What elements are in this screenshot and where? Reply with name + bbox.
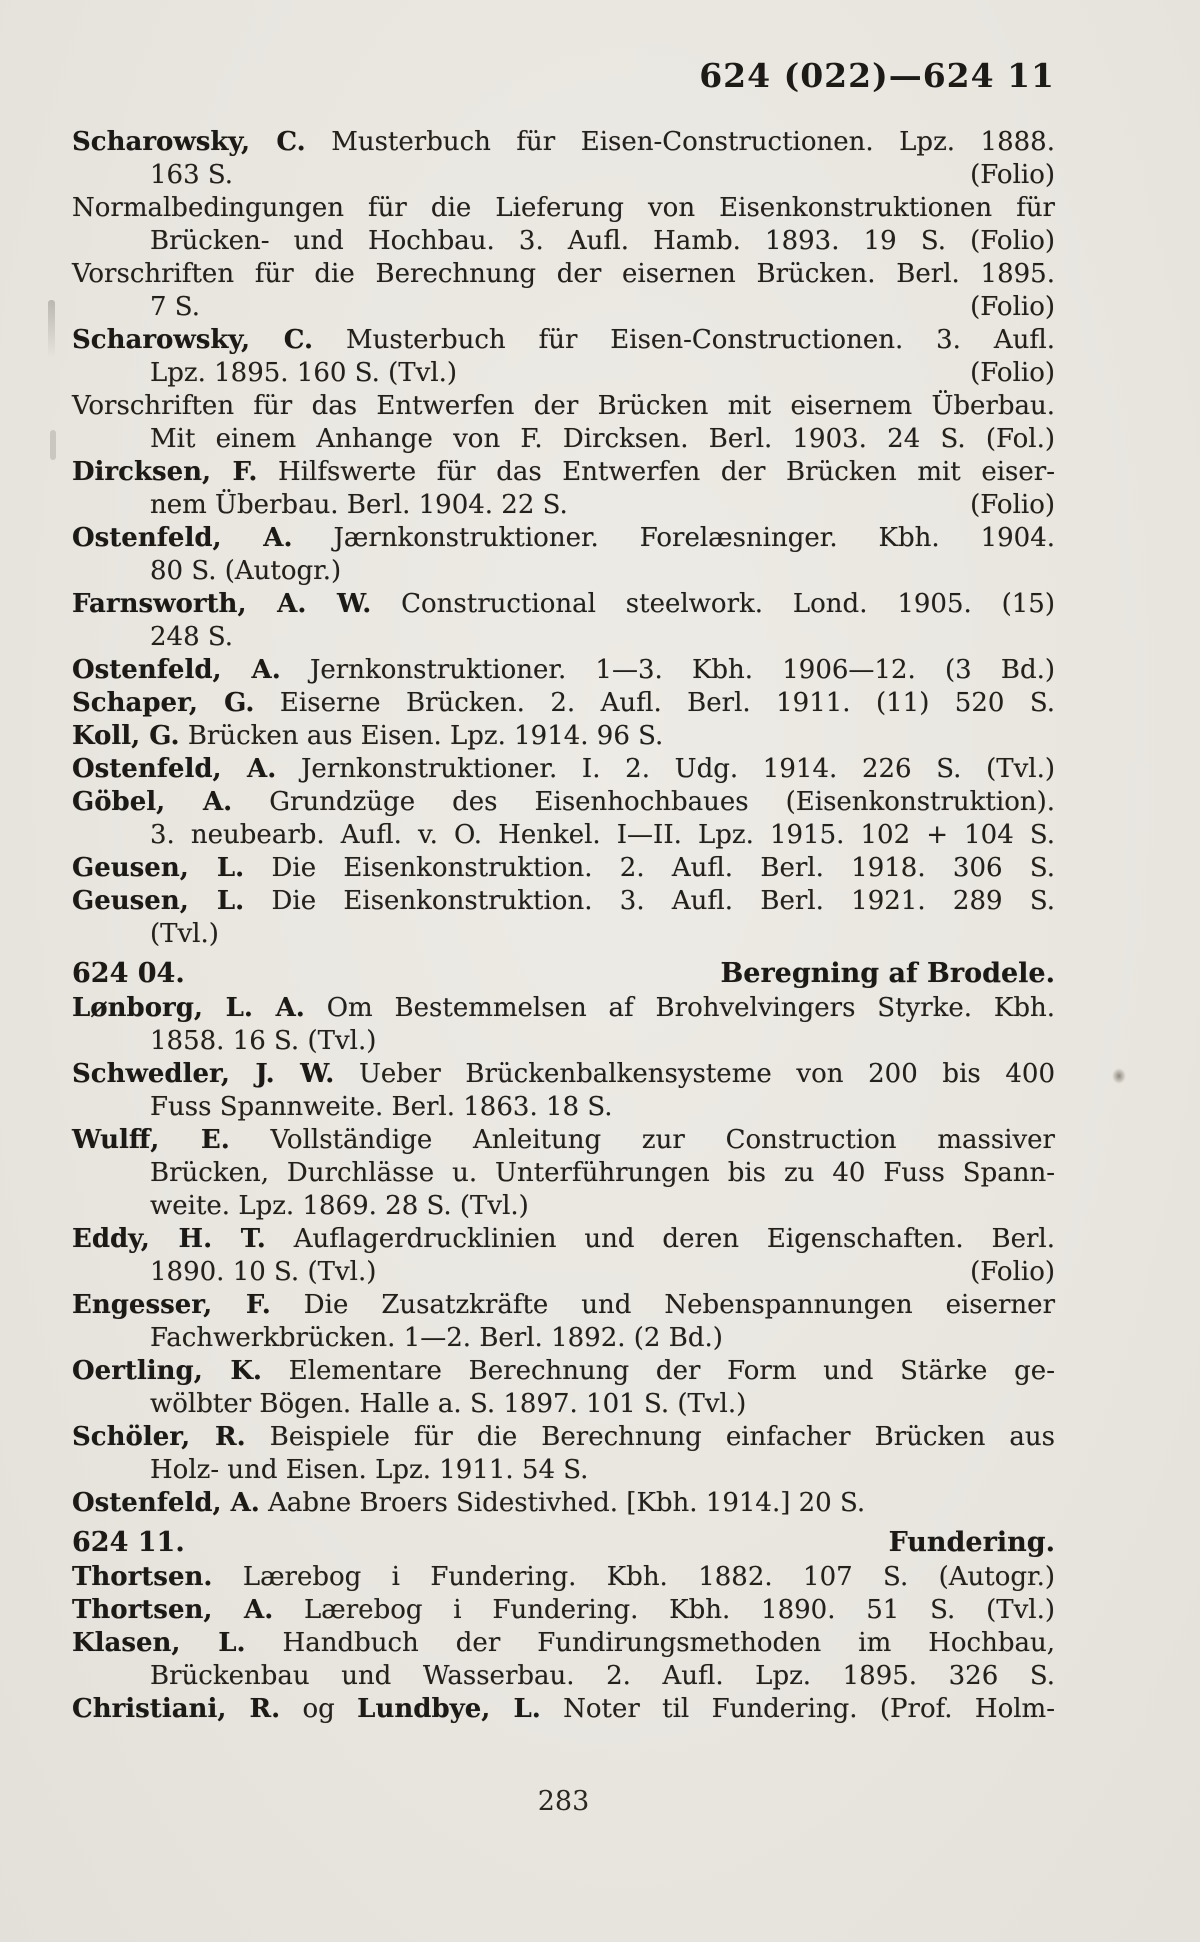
entry-text: 1858. 16 S. (Tvl.) [150,1026,377,1056]
author-name: Geusen, L. [72,853,245,883]
entry-line [72,1627,1055,1660]
author-name: Koll, G. [72,721,180,751]
entry-text: Holz- und Eisen. Lpz. 1911. 54 S. [150,1455,589,1485]
entry-text: Jærnkonstruktioner. Forelæsninger. Kbh. 1904. [292,523,1056,553]
author-name: Ostenfeld, A. [72,1488,260,1518]
entry-text: weite. Lpz. 1869. 28 S. (Tvl.) [150,1191,529,1221]
section-heading [72,957,1055,990]
author-name: Ostenfeld, A. [72,754,277,784]
entry-text: 80 S. (Autogr.) [150,556,342,586]
entry-line [72,720,1055,753]
entry-line [72,588,1055,621]
entry-line [72,291,1055,324]
bibliography-entry [72,753,1055,786]
entry-text: Brücken- und Hochbau. 3. Aufl. Hamb. 1893. 19 S. (Folio) [150,226,1055,256]
entry-line [72,786,1055,819]
author-name: Thortsen, A. [72,1595,274,1625]
entry-text: Die Eisenkonstruktion. 2. Aufl. Berl. 1918. 306 S. [244,853,1055,883]
bibliography-entry [72,1355,1055,1421]
entry-line [72,192,1055,225]
author-name: Wulff, E. [72,1125,230,1155]
entry-text: Handbuch der Fundirungsmethoden im Hochbau, [245,1628,1055,1658]
entry-line [72,390,1055,423]
entry-text: Brücken, Durchlässe u. Unterführungen bis zu 40 Fuss Spann- [150,1158,1055,1188]
entry-line [72,819,1055,852]
author-name: 624 11. [72,1527,185,1558]
bibliography-entry [72,324,1055,390]
entry-text: Beispiele für die Berechnung einfacher Brücken aus [245,1422,1056,1452]
entry-text: og [280,1694,358,1724]
entry-text: Elementare Berechnung der Form und Stärke ge- [261,1356,1055,1386]
bibliography-entry [72,258,1055,324]
bibliography-entry [72,687,1055,720]
entry-text: Lpz. 1895. 160 S. (Tvl.) [150,358,458,388]
entry-text: Noter til Fundering. (Prof. Holm- [540,1694,1055,1724]
entry-line [72,258,1055,291]
entry-line [72,456,1055,489]
entry-line [72,1058,1055,1091]
entry-line [72,1256,1055,1289]
entry-text: 1890. 10 S. (Tvl.) [150,1257,377,1287]
bibliography-entry [72,192,1055,258]
bibliography-entry [72,720,1055,753]
entry-text: 248 S. [150,622,234,652]
author-name: Ostenfeld, A. [72,655,281,685]
entry-line [72,992,1055,1025]
bibliography-entry [72,654,1055,687]
author-name: Schwedler, J. W. [72,1059,335,1089]
entry-text: Constructional steelwork. Lond. 1905. (15) [371,589,1055,619]
entry-text: Brücken aus Eisen. Lpz. 1914. 96 S. [179,721,664,751]
author-name: Göbel, A. [72,787,233,817]
entry-line [72,1388,1055,1421]
author-name: Oertling, K. [72,1356,262,1386]
entry-text: Vollständige Anleitung zur Construction massiver [229,1125,1055,1155]
entry-line [72,126,1055,159]
bibliography-entry [72,390,1055,456]
author-name: Dircksen, F. [72,457,258,487]
bibliography-entry [72,1289,1055,1355]
entry-line [72,918,1055,951]
entry-line [72,1091,1055,1124]
bibliography-entry [72,1627,1055,1693]
scan-edge-mark [50,430,56,460]
author-name: Christiani, R. [72,1694,281,1724]
format-note: (Folio) [970,490,1055,520]
author-name: Eddy, H. T. [72,1224,266,1254]
line-left-group [150,357,457,390]
entry-line [72,687,1055,720]
entry-line [72,1157,1055,1190]
author-name: Lønborg, L. A. [72,993,305,1023]
entry-text: Vorschriften für die Berechnung der eisernen Brücken. Berl. 1895. [72,259,1055,289]
entry-line [72,1223,1055,1256]
format-note: (Folio) [970,358,1055,388]
author-name: Geusen, L. [72,886,245,916]
entry-text: Eiserne Brücken. 2. Aufl. Berl. 1911. (11) 520 S. [254,688,1055,718]
entry-text: Musterbuch für Eisen-Constructionen. Lpz. 1888. [305,127,1055,157]
entry-line [72,1322,1055,1355]
scan-edge-mark [48,300,55,358]
entry-line [72,1355,1055,1388]
entry-text: Die Zusatzkräfte und Nebenspannungen eiserner [270,1290,1055,1320]
bibliography-entry [72,1421,1055,1487]
line-left-group [150,489,568,522]
section-heading-line [72,957,1055,990]
bibliography-entry [72,1693,1055,1726]
author-name: Lundbye, L. [357,1694,541,1724]
entry-line [72,1561,1055,1594]
section-title: Fundering. [888,1527,1055,1558]
entry-text: Lærebog i Fundering. Kbh. 1882. 107 S. (Autogr.) [212,1562,1055,1592]
entry-line [72,522,1055,555]
entry-line [72,654,1055,687]
bibliography-entry [72,1594,1055,1627]
entry-line [72,1454,1055,1487]
entry-line [72,1487,1055,1520]
bibliography-entry [72,1561,1055,1594]
entry-text: Musterbuch für Eisen-Constructionen. 3. Aufl. [313,325,1055,355]
entry-line [72,621,1055,654]
bibliography-entry [72,885,1055,951]
bibliography-entry [72,1124,1055,1223]
author-name: Scharowsky, C. [72,325,314,355]
entry-text: Mit einem Anhange von F. Dircksen. Berl. 1903. 24 S. (Fol.) [150,424,1055,454]
format-note: (Folio) [970,1257,1055,1287]
entry-text: Om Bestemmelsen af Brohvelvingers Styrke. Kbh. [304,993,1056,1023]
bibliography-entry [72,588,1055,654]
line-left-group [72,1526,185,1559]
entry-text: Jernkonstruktioner. 1—3. Kbh. 1906—12. (3 Bd.) [280,655,1055,685]
bibliography-entry [72,126,1055,192]
entry-line [72,423,1055,456]
entry-line [72,1289,1055,1322]
entry-line [72,1421,1055,1454]
bibliography-entry [72,522,1055,588]
format-note: (Folio) [970,160,1055,190]
entry-line [72,852,1055,885]
entry-text: Jernkonstruktioner. I. 2. Udg. 1914. 226 S. (Tvl.) [276,754,1055,784]
author-name: Klasen, L. [72,1628,246,1658]
entry-text: 163 S. [150,160,234,190]
author-name: Farnsworth, A. W. [72,589,372,619]
author-name: 624 04. [72,958,185,989]
section-title: Beregning af Brodele. [720,958,1055,989]
entry-line [72,1693,1055,1726]
author-name: Thortsen. [72,1562,213,1592]
bibliography-entry [72,852,1055,885]
bibliography-entries [72,126,1055,1726]
entry-text: Fachwerkbrücken. 1—2. Berl. 1892. (2 Bd.) [150,1323,723,1353]
author-name: Schaper, G. [72,688,255,718]
entry-text: Vorschriften für das Entwerfen der Brücken mit eisernem Überbau. [72,391,1055,421]
entry-text: 3. neubearb. Aufl. v. O. Henkel. I—II. Lpz. 1915. 102 + 104 S. [150,820,1055,850]
entry-text: Brückenbau und Wasserbau. 2. Aufl. Lpz. 1895. 326 S. [150,1661,1055,1691]
bibliography-entry [72,1487,1055,1520]
page-number: 283 [537,1786,590,1817]
entry-line [72,753,1055,786]
entry-line [72,885,1055,918]
line-left-group [72,957,185,990]
entry-text: 7 S. [150,292,200,322]
bibliography-entry [72,992,1055,1058]
format-note: (Folio) [970,292,1055,322]
entry-text: Hilfswerte für das Entwerfen der Brücken mit eiser- [257,457,1055,487]
entry-line [72,159,1055,192]
entry-line [72,1190,1055,1223]
entry-line [72,357,1055,390]
entry-text: Die Eisenkonstruktion. 3. Aufl. Berl. 1921. 289 S. [244,886,1055,916]
entry-text: Grundzüge des Eisenhochbaues (Eisenkonstruktion). [232,787,1055,817]
entry-text: (Tvl.) [150,919,219,949]
line-left-group [150,1256,376,1289]
line-left-group [150,291,200,324]
entry-text: Aabne Broers Sidestivhed. [Kbh. 1914.] 20 S. [259,1488,866,1518]
entry-line [72,324,1055,357]
classmark-header: 624 (022)—624 11 [699,56,1055,95]
author-name: Ostenfeld, A. [72,523,293,553]
entry-line [72,1025,1055,1058]
entry-line [72,555,1055,588]
author-name: Engesser, F. [72,1290,271,1320]
line-left-group [150,159,233,192]
entry-line [72,1660,1055,1693]
entry-line [72,225,1055,258]
entry-text: Auflagerdrucklinien und deren Eigenschaften. Berl. [265,1224,1055,1254]
entry-line [72,1594,1055,1627]
entry-line [72,489,1055,522]
bibliography-entry [72,1058,1055,1124]
bibliography-entry [72,1223,1055,1289]
bibliography-entry [72,456,1055,522]
section-heading-line [72,1526,1055,1559]
entry-text: Normalbedingungen für die Lieferung von Eisenkonstruktionen für [72,193,1055,223]
entry-text: Fuss Spannweite. Berl. 1863. 18 S. [150,1092,613,1122]
scan-speck [1112,1068,1126,1084]
author-name: Scharowsky, C. [72,127,306,157]
bibliography-entry [72,786,1055,852]
entry-text: nem Überbau. Berl. 1904. 22 S. [150,490,568,520]
entry-text: Lærebog i Fundering. Kbh. 1890. 51 S. (Tvl.) [273,1595,1055,1625]
author-name: Schöler, R. [72,1422,246,1452]
entry-text: wölbter Bögen. Halle a. S. 1897. 101 S. (Tvl.) [150,1389,747,1419]
entry-text: Ueber Brückenbalkensysteme von 200 bis 400 [334,1059,1056,1089]
entry-line [72,1124,1055,1157]
section-heading [72,1526,1055,1559]
